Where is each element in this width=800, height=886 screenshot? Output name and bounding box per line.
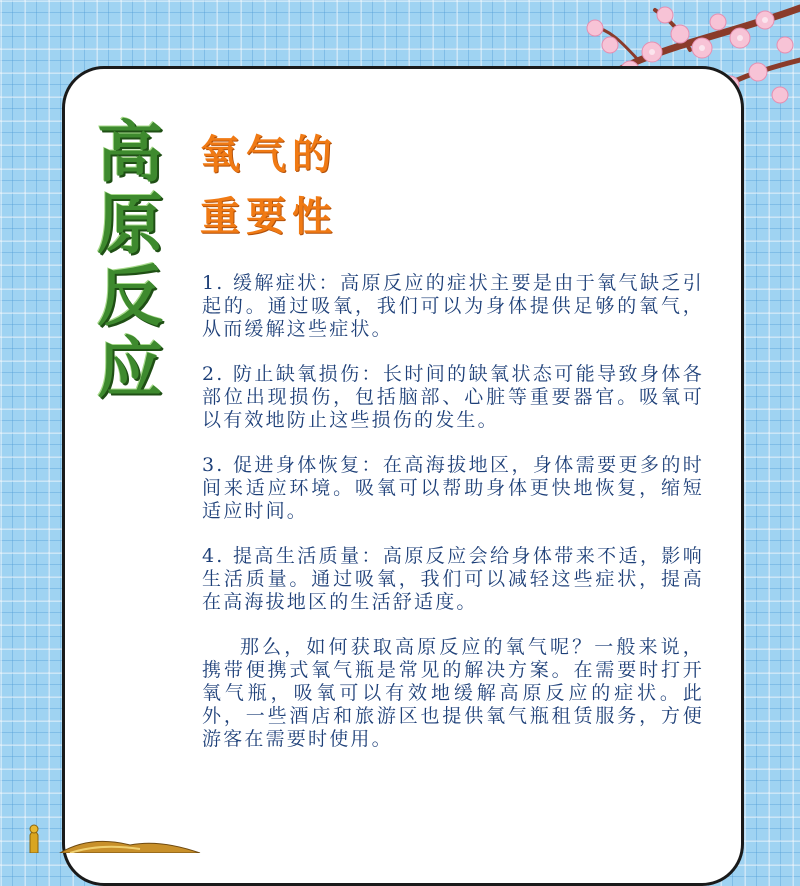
body-content bbox=[202, 272, 704, 751]
closing-paragraph: 那么，如何获取高原反应的氧气呢？一般来说，携带便携式氧气瓶是常见的解决方案。在需要时打开氧气瓶，吸氧可以有效地缓解高原反应的症状。此外，一些酒店和旅游区也提供氧气瓶租赁服务，方便游客在需要时使用。 bbox=[202, 636, 704, 750]
subtitle bbox=[200, 124, 460, 248]
title-char: 反 bbox=[97, 257, 163, 335]
paragraph-4: 4. 提高生活质量：高原反应会给身体带来不适，影响生活质量。通过吸氧，我们可以减轻这些症状，提高在高海拔地区的生活舒适度。 bbox=[202, 545, 704, 613]
page-title bbox=[82, 113, 178, 407]
paragraph-2: 2. 防止缺氧损伤：长时间的缺氧状态可能导致身体各部位出现损伤，包括脑部、心脏等重要器官。吸氧可以有效地防止这些损伤的发生。 bbox=[202, 363, 704, 431]
paragraph-1: 1. 缓解症状：高原反应的症状主要是由于氧气缺乏引起的。通过吸氧，我们可以为身体提供足够的氧气，从而缓解这些症状。 bbox=[202, 272, 704, 340]
title-char: 原 bbox=[97, 185, 163, 263]
title-char: 应 bbox=[97, 329, 163, 407]
title-char: 高 bbox=[97, 113, 163, 191]
ornament-decoration bbox=[0, 813, 220, 853]
subtitle-line: 氧气的 bbox=[200, 132, 338, 178]
paragraph-3: 3. 促进身体恢复：在高海拔地区，身体需要更多的时间来适应环境。吸氧可以帮助身体更快地恢复，缩短适应时间。 bbox=[202, 454, 704, 522]
subtitle-line: 重要性 bbox=[200, 194, 338, 240]
